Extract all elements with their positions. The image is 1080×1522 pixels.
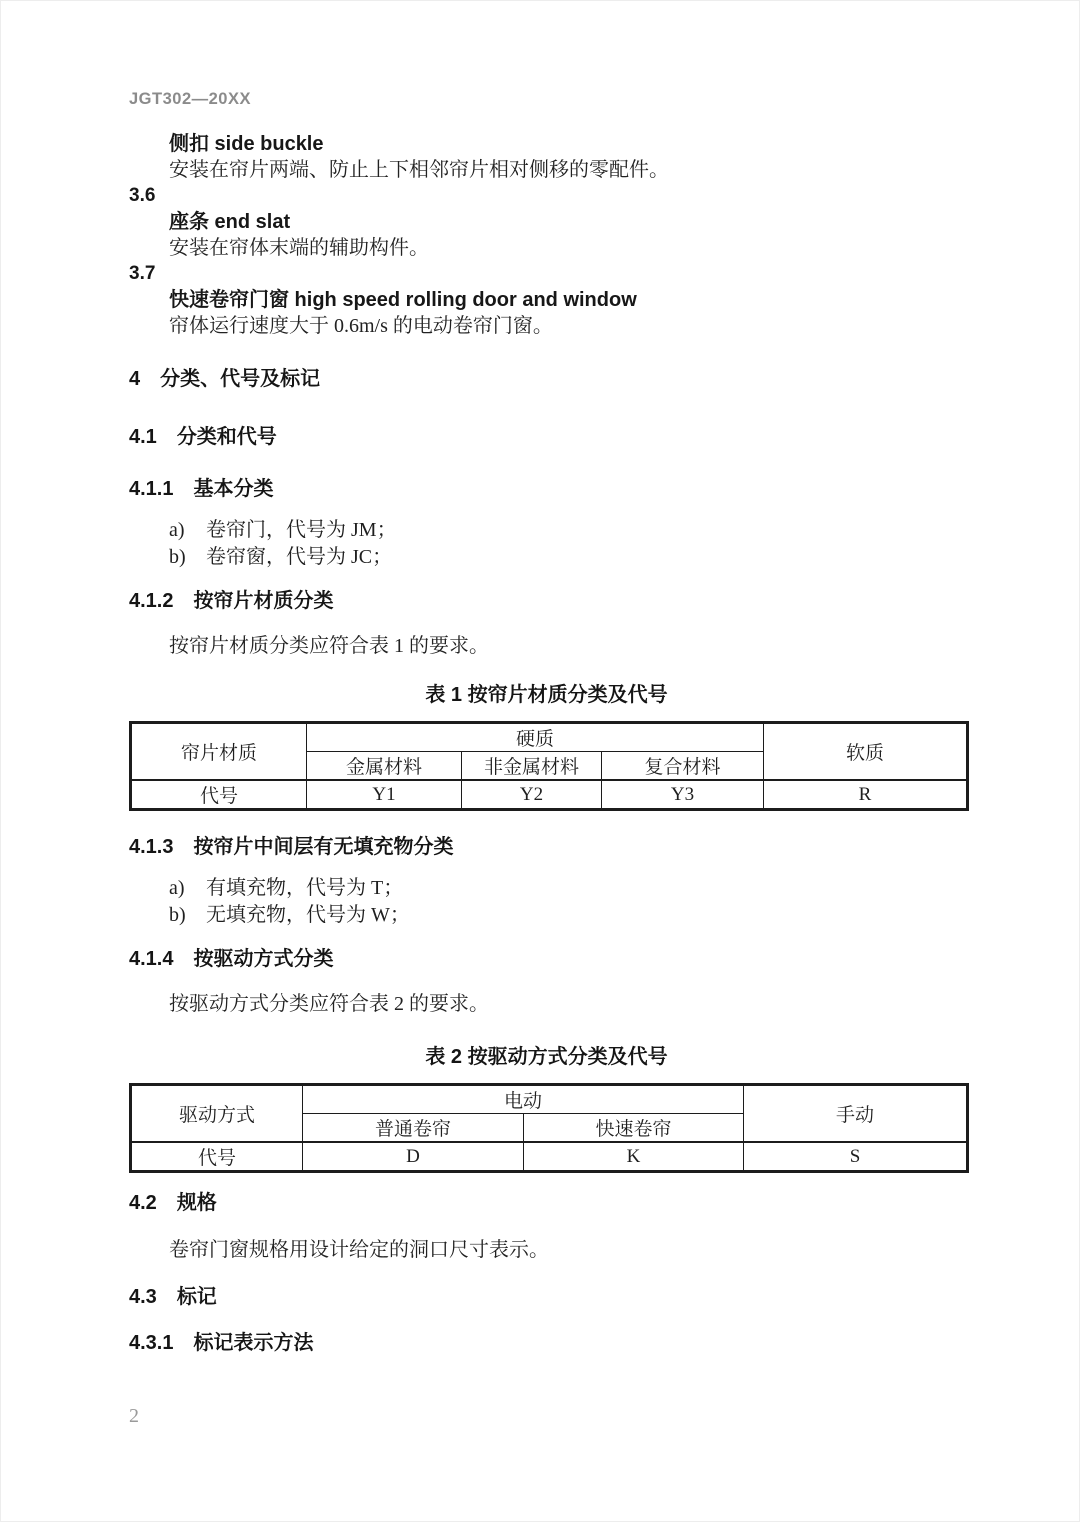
table2-last-header: 手动 — [744, 1085, 968, 1143]
heading-title: 按帘片材质分类 — [193, 590, 334, 612]
heading-title: 分类、代号及标记 — [160, 368, 321, 390]
clause-number: 3.6 — [129, 185, 156, 206]
heading-4-1-4 — [129, 945, 964, 973]
term-definition: 帘体运行速度大于 0.6m/s 的电动卷帘门窗。 — [169, 315, 553, 337]
table2-group-header: 电动 — [303, 1085, 744, 1114]
heading-title: 规格 — [176, 1192, 217, 1214]
term-definition: 安装在帘体末端的辅助构件。 — [169, 237, 429, 259]
list-marker: b) — [169, 904, 186, 926]
list-item — [129, 875, 964, 902]
table1-row-label: 代号 — [131, 780, 307, 810]
doc-code-header: JGT302—20XX — [129, 90, 251, 108]
heading-number: 4.1.2 — [129, 590, 174, 612]
page-content — [1, 1, 1079, 1357]
table2-subheader-highspeed: 快速卷帘 — [524, 1114, 744, 1143]
list-item — [129, 544, 964, 571]
heading-title: 基本分类 — [193, 478, 274, 500]
list-text: 无填充物，代号为 W； — [206, 904, 410, 926]
table2-row-label: 代号 — [131, 1142, 303, 1172]
table-row — [131, 1085, 968, 1114]
heading-title: 标记表示方法 — [193, 1332, 314, 1354]
heading-title: 按帘片中间层有无填充物分类 — [193, 836, 454, 858]
heading-4-3-1 — [129, 1329, 964, 1357]
heading-4-3 — [129, 1283, 964, 1311]
heading-title: 标记 — [176, 1286, 217, 1308]
table1-code-y2: Y2 — [462, 780, 602, 810]
list-text: 卷帘窗，代号为 JC； — [206, 546, 393, 568]
paragraph-table2-ref: 按驱动方式分类应符合表 2 的要求。 — [169, 993, 489, 1015]
heading-4-1-2 — [129, 587, 964, 615]
term-title: 座条 end slat — [169, 211, 291, 233]
table-row — [131, 1142, 968, 1172]
heading-4-2 — [129, 1189, 964, 1217]
table1-code-r: R — [764, 780, 968, 810]
page-number: 2 — [129, 1405, 139, 1427]
term-title: 快速卷帘门窗 high speed rolling door and window — [169, 289, 637, 311]
heading-4-1-1 — [129, 475, 964, 503]
table1-group-header: 硬质 — [307, 723, 764, 752]
heading-4-1-3 — [129, 833, 964, 861]
table2-col1-header: 驱动方式 — [131, 1085, 303, 1143]
list-marker: a) — [169, 519, 185, 541]
list-basic-classification — [129, 517, 964, 571]
heading-4-1 — [129, 423, 964, 451]
heading-number: 4.1.1 — [129, 478, 174, 500]
heading-number: 4 — [129, 368, 141, 390]
heading-title: 按驱动方式分类 — [193, 948, 334, 970]
table1-code-y1: Y1 — [307, 780, 462, 810]
table1-subheader-composite: 复合材料 — [602, 752, 764, 781]
table1-subheader-metal: 金属材料 — [307, 752, 462, 781]
paragraph-table1-ref: 按帘片材质分类应符合表 1 的要求。 — [169, 635, 489, 657]
table1-col1-header: 帘片材质 — [131, 723, 307, 781]
paragraph-spec: 卷帘门窗规格用设计给定的洞口尺寸表示。 — [169, 1239, 549, 1261]
heading-clause-4 — [129, 365, 964, 393]
table2-code-k: K — [524, 1142, 744, 1172]
list-text: 卷帘门，代号为 JM； — [206, 519, 397, 541]
list-marker: a) — [169, 877, 185, 899]
list-filling-classification — [129, 875, 964, 929]
list-marker: b) — [169, 546, 186, 568]
list-item — [129, 517, 964, 544]
term-definition: 安装在帘片两端、防止上下相邻帘片相对侧移的零配件。 — [169, 159, 669, 181]
table2-code-s: S — [744, 1142, 968, 1172]
table1-code-y3: Y3 — [602, 780, 764, 810]
clause-number: 3.7 — [129, 263, 156, 284]
table-row — [131, 780, 968, 810]
table2-caption: 表 2 按驱动方式分类及代号 — [425, 1046, 668, 1068]
table2-code-d: D — [303, 1142, 524, 1172]
table-drive-mode-codes — [129, 1083, 969, 1173]
table1-subheader-nonmetal: 非金属材料 — [462, 752, 602, 781]
table-row — [131, 723, 968, 752]
list-item — [129, 902, 964, 929]
heading-number: 4.1.4 — [129, 948, 174, 970]
heading-number: 4.1 — [129, 426, 157, 448]
table2-subheader-normal: 普通卷帘 — [303, 1114, 524, 1143]
term-title: 侧扣 side buckle — [169, 133, 324, 155]
heading-number: 4.3.1 — [129, 1332, 174, 1354]
table-curtain-material-codes — [129, 721, 969, 811]
table1-last-header: 软质 — [764, 723, 968, 781]
heading-number: 4.3 — [129, 1286, 157, 1308]
heading-number: 4.2 — [129, 1192, 157, 1214]
list-text: 有填充物，代号为 T； — [206, 877, 404, 899]
terms-definitions-section — [129, 131, 964, 339]
table1-caption: 表 1 按帘片材质分类及代号 — [425, 684, 668, 706]
heading-number: 4.1.3 — [129, 836, 174, 858]
heading-title: 分类和代号 — [176, 426, 277, 448]
